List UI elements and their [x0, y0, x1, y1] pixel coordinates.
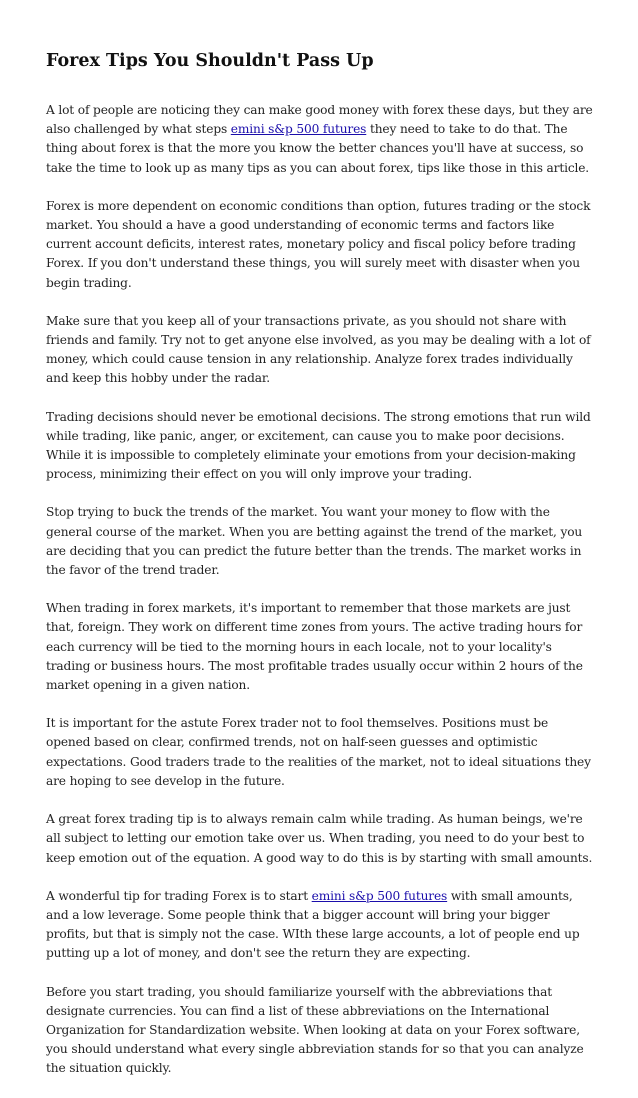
paragraph-5: Stop trying to buck the trends of the market. You want your money to flow with the general course of the market. When you are betting against the trend of the market, you are deciding that you can predict the future better than the trends. The market works in the favor of the trend trader. — [46, 505, 583, 578]
paragraph-1 — [46, 101, 594, 178]
paragraph-10: Before you start trading, you should familiarize yourself with the abbreviations that designate currencies. You can find a list of these abbreviations on the International Organization for Standardization website. When looking at data on your Forex software, you should understand what every single abbreviation stands for so that you can analyze the situation quickly. — [46, 984, 584, 1076]
paragraph-9-text-before: A wonderful tip for trading Forex is to start — [46, 888, 312, 903]
futures-link-1[interactable]: emini s&p 500 futures — [230, 122, 367, 137]
futures-link-2[interactable]: emini s&p 500 futures — [311, 888, 448, 903]
paragraph-6: When trading in forex markets, it's important to remember that those markets are just that, foreign. They work on different time zones from yours. The active trading hours for each currency will be tied to the morning hours in each locale, not to your locality's trading or business hours. The most profitable trades usually occur within 2 hours of the market opening in a given nation. — [46, 601, 583, 693]
paragraph-4: Trading decisions should never be emotional decisions. The strong emotions that run wild while trading, like panic, anger, or excitement, can cause you to make poor decisions. While it is impossible to completely eliminate your emotions from your decision-making process, minimizing their effect on you will only improve your trading. — [46, 409, 591, 482]
paragraph-2: Forex is more dependent on economic conditions than option, futures trading or the stock market. You should a have a good understanding of economic terms and factors like current account deficits, interest rates, monetary policy and fiscal policy before trading Forex. If you don't understand these things, you will surely meet with disaster when you begin trading. — [46, 198, 591, 290]
paragraph-8: A great forex trading tip is to always remain calm while trading. As human beings, we're all subject to letting our emotion take over us. When trading, you need to do your best to keep emotion out of the equation. A good way to do this is by starting with small amounts. — [46, 812, 593, 865]
paragraph-1-text-after: they need to take to do that. The thing about forex is that the more you know the better chances you'll have at success, so take the time to look up as many tips as you can about forex, tips like those in this article. — [46, 122, 590, 175]
paragraph-9 — [46, 887, 594, 964]
paragraph-1-text-before: A lot of people are noticing they can make good money with forex these days, but they are also challenged by what steps — [46, 103, 593, 137]
paragraph-3: Make sure that you keep all of your transactions private, as you should not share with friends and family. Try not to get anyone else involved, as you may be dealing with a lot of money, which could cause tension in any relationship. Analyze forex trades individually and keep this hobby under the radar. — [46, 313, 591, 386]
paragraph-9-text-after: with small amounts, and a low leverage. Some people think that a bigger account will bring your bigger profits, but that is simply not the case. WIth these large accounts, a lot of people end up putting up a lot of money, and don't see the return they are expecting. — [46, 888, 580, 961]
page-title: Forex Tips You Shouldn't Pass Up — [46, 51, 374, 71]
document-page — [46, 48, 594, 1098]
paragraph-7: It is important for the astute Forex trader not to fool themselves. Positions must be opened based on clear, confirmed trends, not on half-seen guesses and optimistic expectations. Good traders trade to the realities of the market, not to ideal situations they are hoping to see develop in the future. — [46, 716, 591, 788]
